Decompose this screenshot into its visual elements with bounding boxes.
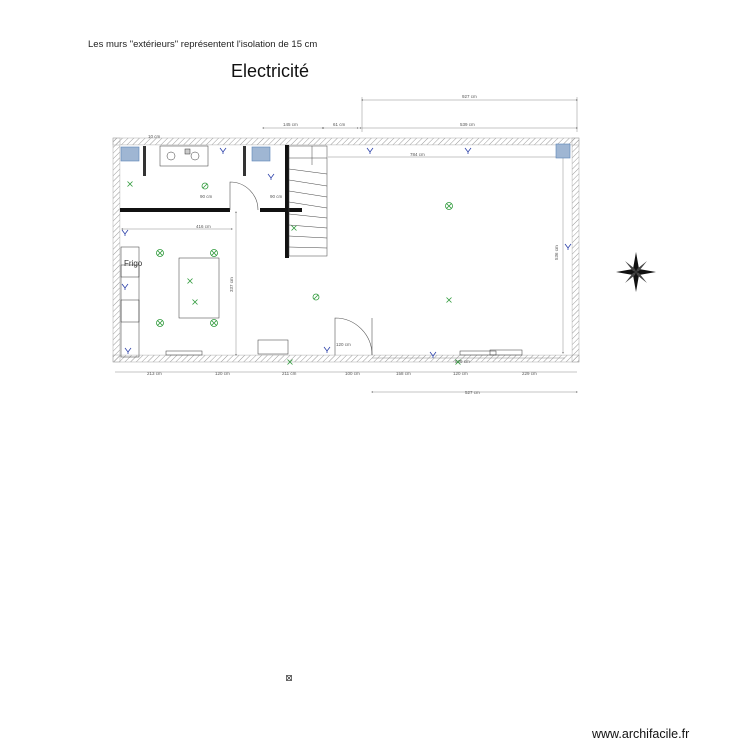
dim-door-b: 90 cm	[270, 194, 283, 199]
dim-bottom-5: 158 cm	[396, 371, 411, 376]
dim-bottom-3: 211 cm	[282, 371, 297, 376]
dim-bottom-overall: 527 cm	[465, 390, 480, 395]
exterior-walls	[113, 138, 579, 362]
dim-top-c: 539 cm	[460, 122, 475, 127]
dim-bottom-7: 229 cm	[522, 371, 537, 376]
dim-top-overall: 927 cm	[462, 94, 477, 99]
dim-kitchen-width: 416 cm	[196, 224, 211, 229]
dim-left-small: 10 cm	[148, 134, 161, 139]
plan-title: Electricité	[231, 61, 310, 81]
dim-bottom-6: 120 cm	[453, 371, 468, 376]
dim-kitchen-height: 337 cm	[229, 277, 234, 292]
dim-bottom-2: 120 cm	[215, 371, 230, 376]
dim-door-c: 120 cm	[336, 342, 351, 347]
frigo-label: Frigo	[124, 259, 143, 268]
compass-rose-icon	[616, 252, 656, 292]
dim-top-a: 145 cm	[283, 122, 298, 127]
dim-inner-top: 784 cm	[410, 152, 425, 157]
site-watermark[interactable]: www.archifacile.fr	[592, 727, 690, 741]
isolation-note: Les murs "extérieurs" représentent l'isolation de 15 cm	[88, 39, 318, 50]
dim-bottom-1: 213 cm	[147, 371, 162, 376]
dim-top-b: 61 cm	[333, 122, 346, 127]
dim-bottom-4: 100 cm	[345, 371, 360, 376]
dim-door-a: 90 cm	[200, 194, 213, 199]
dim-inner-bottom: 529 cm	[455, 359, 470, 364]
dim-right-height: 536 cm	[554, 245, 559, 260]
small-box-icon	[287, 676, 292, 681]
